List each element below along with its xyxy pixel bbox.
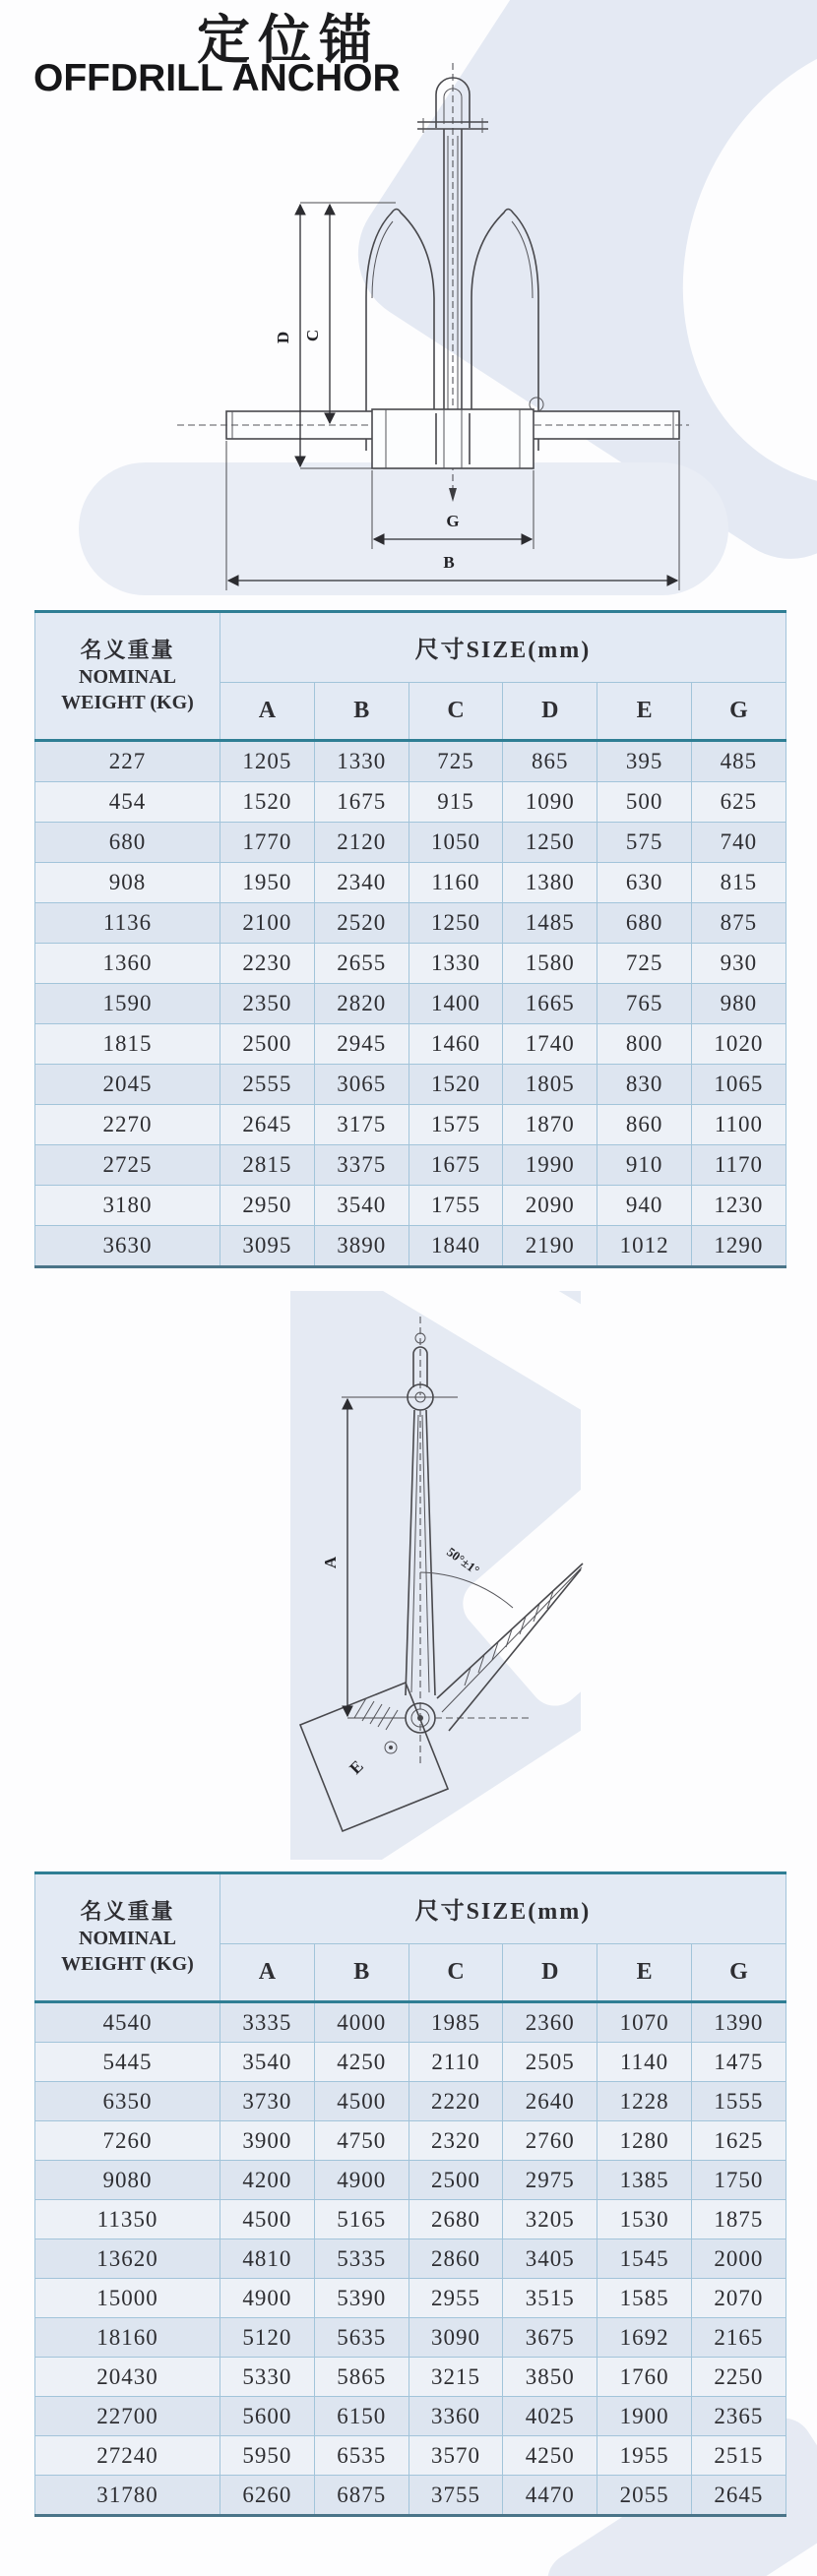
size-cell: 1805 [503,1065,597,1105]
weight-cell: 1815 [35,1024,220,1065]
dimension-a [321,1397,458,1718]
size-cell: 5635 [314,2318,408,2358]
size-cell: 1900 [597,2397,692,2436]
size-cell: 2500 [220,1024,315,1065]
column-header-d: D [503,1943,597,2001]
size-cell: 1280 [597,2121,692,2161]
table-row [35,1105,786,1145]
size-cell: 2120 [314,823,408,863]
size-cell: 1665 [503,984,597,1024]
table-row [35,823,786,863]
size-cell: 1585 [597,2279,692,2318]
size-cell: 1770 [220,823,315,863]
size-cell: 1160 [408,863,503,903]
weight-column-header [35,1873,220,2002]
size-cell: 1950 [220,863,315,903]
anchor-front-view-drawing [138,57,689,608]
weight-cell: 31780 [35,2476,220,2516]
size-cell: 3730 [220,2082,315,2121]
size-cell: 1230 [691,1186,786,1226]
size-cell: 4810 [220,2239,315,2279]
size-cell: 875 [691,903,786,944]
size-cell: 1090 [503,782,597,823]
weight-cell: 18160 [35,2318,220,2358]
column-header-c: C [408,1943,503,2001]
size-cell: 3405 [503,2239,597,2279]
size-cell: 2955 [408,2279,503,2318]
fluke-blade [437,1564,583,1731]
column-header-e: E [597,1943,692,2001]
shank-side [406,1410,435,1764]
centerline-arrow [449,488,457,502]
weight-cell: 1590 [35,984,220,1024]
column-header-b: B [314,1943,408,2001]
table-row [35,2318,786,2358]
size-cell: 1385 [597,2161,692,2200]
size-cell: 1675 [314,782,408,823]
size-cell: 2360 [503,2002,597,2043]
size-cell: 500 [597,782,692,823]
size-cell: 4250 [314,2043,408,2082]
weight-cell: 27240 [35,2436,220,2476]
size-cell: 2230 [220,944,315,984]
weight-cell: 11350 [35,2200,220,2239]
table-row [35,2476,786,2516]
size-cell: 3335 [220,2002,315,2043]
size-cell: 1760 [597,2358,692,2397]
table-row [35,2121,786,2161]
size-cell: 5950 [220,2436,315,2476]
crown-pivot [385,1703,532,1753]
size-cell: 2090 [503,1186,597,1226]
size-cell: 915 [408,782,503,823]
weight-header-en2: WEIGHT (KG) [61,692,194,714]
weight-cell: 1360 [35,944,220,984]
size-cell: 1985 [408,2002,503,2043]
size-cell: 3540 [314,1186,408,1226]
size-cell: 2350 [220,984,315,1024]
weight-cell: 3630 [35,1226,220,1267]
size-cell: 910 [597,1145,692,1186]
weight-header-en2: WEIGHT (KG) [61,1953,194,1976]
size-cell: 3360 [408,2397,503,2436]
size-cell: 1475 [691,2043,786,2082]
size-cell: 1955 [597,2436,692,2476]
size-cell: 1520 [220,782,315,823]
size-cell: 575 [597,823,692,863]
size-cell: 2190 [503,1226,597,1267]
size-table-small-body [35,741,786,1267]
size-cell: 1870 [503,1105,597,1145]
size-cell: 2645 [220,1105,315,1145]
weight-cell: 6350 [35,2082,220,2121]
size-cell: 1390 [691,2002,786,2043]
size-cell: 800 [597,1024,692,1065]
size-cell: 1250 [408,903,503,944]
size-cell: 740 [691,823,786,863]
size-cell: 4750 [314,2121,408,2161]
size-cell: 4500 [220,2200,315,2239]
weight-cell: 15000 [35,2279,220,2318]
weight-header-cn: 名义重量 [80,1898,175,1924]
size-cell: 2640 [503,2082,597,2121]
weight-cell: 2270 [35,1105,220,1145]
size-cell: 3755 [408,2476,503,2516]
size-cell: 3175 [314,1105,408,1145]
size-cell: 1140 [597,2043,692,2082]
column-header-g: G [691,1943,786,2001]
size-cell: 3900 [220,2121,315,2161]
size-cell: 4250 [503,2436,597,2476]
weight-cell: 2725 [35,1145,220,1186]
size-cell: 6535 [314,2436,408,2476]
size-cell: 4200 [220,2161,315,2200]
size-cell: 2505 [503,2043,597,2082]
table-row [35,984,786,1024]
column-header-b: B [314,682,408,740]
size-cell: 4025 [503,2397,597,2436]
size-cell: 860 [597,1105,692,1145]
size-cell: 3570 [408,2436,503,2476]
angle-annotation [420,1544,513,1608]
size-group-header: 尺寸SIZE(mm) [220,1873,786,1944]
size-cell: 3095 [220,1226,315,1267]
size-cell: 4900 [220,2279,315,2318]
table-row [35,2436,786,2476]
size-cell: 2515 [691,2436,786,2476]
weight-cell: 5445 [35,2043,220,2082]
table-row [35,2200,786,2239]
size-cell: 1740 [503,1024,597,1065]
table-row [35,2161,786,2200]
dim-label-a: A [321,1556,340,1569]
table-row [35,1186,786,1226]
size-cell: 2000 [691,2239,786,2279]
size-cell: 625 [691,782,786,823]
size-cell: 940 [597,1186,692,1226]
size-cell: 865 [503,741,597,782]
size-cell: 1545 [597,2239,692,2279]
size-cell: 630 [597,863,692,903]
table-row [35,863,786,903]
anchor-side-view-drawing [236,1277,630,1868]
size-cell: 2070 [691,2279,786,2318]
size-cell: 5600 [220,2397,315,2436]
column-header-e: E [597,682,692,740]
table-row [35,2358,786,2397]
size-cell: 1400 [408,984,503,1024]
size-cell: 3675 [503,2318,597,2358]
table-row [35,2082,786,2121]
size-cell: 1050 [408,823,503,863]
weight-cell: 1136 [35,903,220,944]
page-title-chinese: 定位锚 [197,11,380,70]
dim-label-b: B [443,553,455,572]
size-cell: 765 [597,984,692,1024]
size-cell: 1380 [503,863,597,903]
weight-cell: 2045 [35,1065,220,1105]
size-cell: 980 [691,984,786,1024]
size-cell: 1875 [691,2200,786,2239]
weight-cell: 4540 [35,2002,220,2043]
size-cell: 1485 [503,903,597,944]
dim-label-g: G [446,512,460,530]
table-row [35,2397,786,2436]
size-cell: 1530 [597,2200,692,2239]
table-row [35,782,786,823]
size-cell: 4900 [314,2161,408,2200]
page-title-english: OFFDRILL ANCHOR [33,57,401,99]
size-cell: 5165 [314,2200,408,2239]
angle-label: 50°±1° [444,1544,483,1578]
size-cell: 3065 [314,1065,408,1105]
size-cell: 1460 [408,1024,503,1065]
size-cell: 3540 [220,2043,315,2082]
weight-cell: 3180 [35,1186,220,1226]
size-cell: 2950 [220,1186,315,1226]
table-row [35,1065,786,1105]
size-cell: 1990 [503,1145,597,1186]
size-cell: 5390 [314,2279,408,2318]
size-cell: 5865 [314,2358,408,2397]
table-row [35,944,786,984]
size-cell: 1070 [597,2002,692,2043]
size-cell: 1330 [314,741,408,782]
weight-header-cn: 名义重量 [80,637,175,662]
size-cell: 815 [691,863,786,903]
dimension-c [303,205,330,423]
size-cell: 3215 [408,2358,503,2397]
weight-cell: 680 [35,823,220,863]
size-cell: 1170 [691,1145,786,1186]
size-cell: 2655 [314,944,408,984]
size-cell: 395 [597,741,692,782]
table-row [35,741,786,782]
weight-cell: 454 [35,782,220,823]
size-cell: 2055 [597,2476,692,2516]
size-cell: 3090 [408,2318,503,2358]
size-cell: 2860 [408,2239,503,2279]
size-cell: 1755 [408,1186,503,1226]
weight-header-en1: NOMINAL [79,1928,176,1950]
size-cell: 930 [691,944,786,984]
weight-cell: 227 [35,741,220,782]
size-cell: 2815 [220,1145,315,1186]
table-row [35,2002,786,2043]
size-cell: 2680 [408,2200,503,2239]
size-cell: 725 [597,944,692,984]
size-cell: 2320 [408,2121,503,2161]
size-cell: 1330 [408,944,503,984]
size-cell: 2340 [314,863,408,903]
weight-cell: 908 [35,863,220,903]
stock-retainer-ring [530,398,543,411]
size-group-header: 尺寸SIZE(mm) [220,612,786,683]
table-row [35,2239,786,2279]
size-cell: 6150 [314,2397,408,2436]
size-cell: 1840 [408,1226,503,1267]
size-table-small [34,610,786,1268]
size-cell: 6260 [220,2476,315,2516]
size-cell: 1520 [408,1065,503,1105]
dimension-g [372,470,534,549]
size-cell: 3890 [314,1226,408,1267]
size-cell: 1290 [691,1226,786,1267]
size-cell: 830 [597,1065,692,1105]
weight-cell: 20430 [35,2358,220,2397]
size-cell: 1692 [597,2318,692,2358]
size-cell: 3515 [503,2279,597,2318]
size-cell: 1100 [691,1105,786,1145]
size-cell: 3205 [503,2200,597,2239]
weight-header-en1: NOMINAL [79,666,176,689]
column-header-a: A [220,1943,315,2001]
table-row [35,2043,786,2082]
size-cell: 1575 [408,1105,503,1145]
table-row [35,2279,786,2318]
size-cell: 2500 [408,2161,503,2200]
size-cell: 2250 [691,2358,786,2397]
weight-column-header [35,612,220,741]
size-cell: 2760 [503,2121,597,2161]
size-cell: 485 [691,741,786,782]
size-cell: 1205 [220,741,315,782]
size-cell: 1580 [503,944,597,984]
shackle-pin [408,1317,433,1410]
size-cell: 4500 [314,2082,408,2121]
size-cell: 1625 [691,2121,786,2161]
size-cell: 1012 [597,1226,692,1267]
size-cell: 2945 [314,1024,408,1065]
dim-label-d: D [274,331,292,344]
size-table-large [34,1871,786,2517]
size-cell: 2645 [691,2476,786,2516]
size-cell: 6875 [314,2476,408,2516]
size-cell: 2365 [691,2397,786,2436]
column-header-c: C [408,682,503,740]
size-cell: 2100 [220,903,315,944]
size-cell: 1065 [691,1065,786,1105]
weight-cell: 22700 [35,2397,220,2436]
size-cell: 2165 [691,2318,786,2358]
size-cell: 1555 [691,2082,786,2121]
table-row [35,1024,786,1065]
size-cell: 3850 [503,2358,597,2397]
size-cell: 2820 [314,984,408,1024]
size-cell: 1020 [691,1024,786,1065]
weight-cell: 9080 [35,2161,220,2200]
column-header-a: A [220,682,315,740]
size-cell: 2110 [408,2043,503,2082]
column-header-g: G [691,682,786,740]
size-table-large-body [35,2002,786,2516]
dim-label-c: C [303,329,322,342]
size-cell: 2975 [503,2161,597,2200]
size-cell: 5120 [220,2318,315,2358]
column-header-d: D [503,682,597,740]
table-row [35,1226,786,1267]
size-cell: 1675 [408,1145,503,1186]
table-row [35,1145,786,1186]
weight-cell: 7260 [35,2121,220,2161]
size-cell: 4470 [503,2476,597,2516]
size-cell: 2220 [408,2082,503,2121]
size-cell: 1250 [503,823,597,863]
size-cell: 5335 [314,2239,408,2279]
size-cell: 725 [408,741,503,782]
size-cell: 1750 [691,2161,786,2200]
dim-label-e: E [346,1756,367,1778]
weight-cell: 13620 [35,2239,220,2279]
size-cell: 3375 [314,1145,408,1186]
size-cell: 4000 [314,2002,408,2043]
table-row [35,903,786,944]
size-cell: 1228 [597,2082,692,2121]
size-cell: 680 [597,903,692,944]
size-cell: 5330 [220,2358,315,2397]
size-cell: 2555 [220,1065,315,1105]
size-cell: 2520 [314,903,408,944]
